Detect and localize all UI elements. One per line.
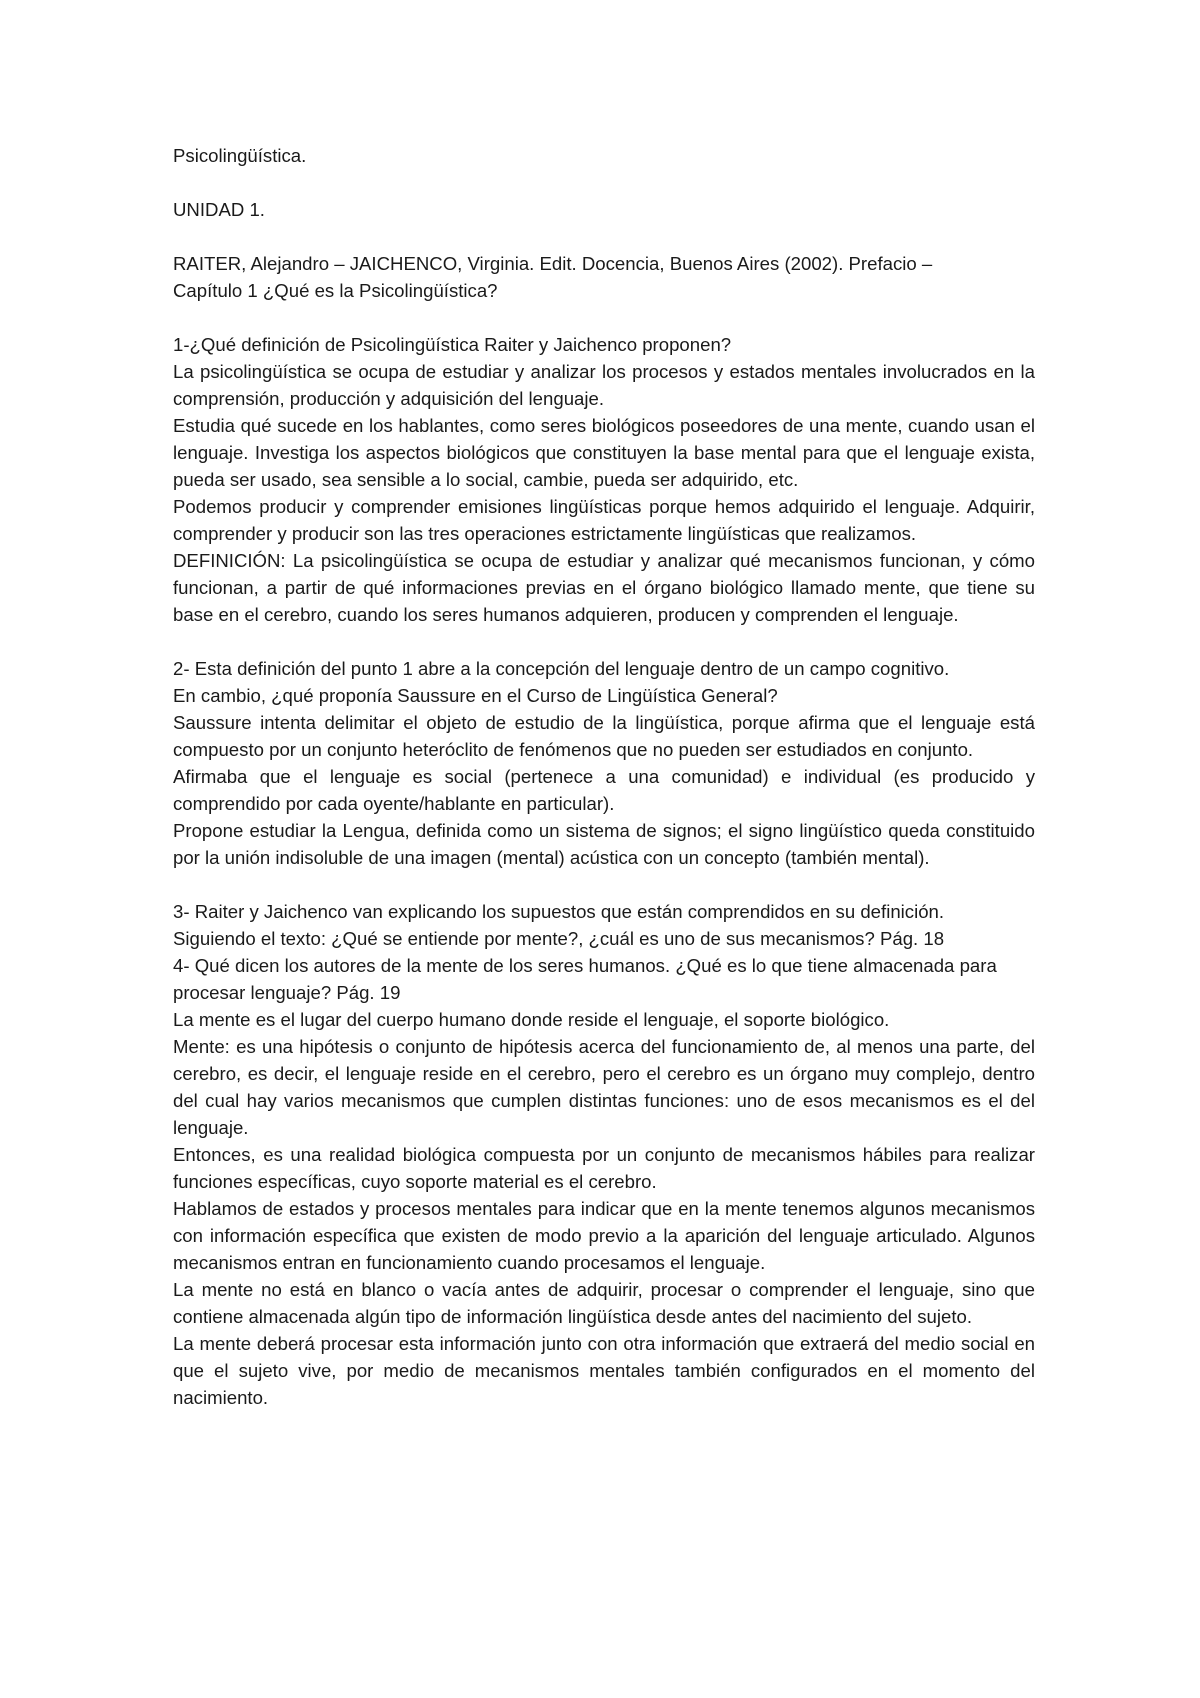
document-page — [173, 142, 1035, 1411]
reference-line-1: RAITER, Alejandro – JAICHENCO, Virginia. Edit. Docencia, Buenos Aires (2002). Prefacio – — [173, 253, 933, 274]
answer-4-paragraph-5: La mente no está en blanco o vacía antes de adquirir, procesar o comprender el lenguaje, sino que contiene almacenada algún tipo de información lingüística desde antes del nacimiento del sujeto. — [173, 1279, 1035, 1327]
question-2-line-2: En cambio, ¿qué proponía Saussure en el Curso de Lingüística General? — [173, 685, 778, 706]
answer-1-definition: DEFINICIÓN: La psicolingüística se ocupa de estudiar y analizar qué mecanismos funcionan, y cómo funcionan, a partir de qué informaciones previas en el órgano biológico llamado mente, que tiene su base en el cerebro, cuando los seres humanos adquieren, producen y comprenden el lenguaje. — [173, 550, 1035, 625]
answer-1-paragraph-2: Estudia qué sucede en los hablantes, como seres biológicos poseedores de una mente, cuando usan el lenguaje. Investiga los aspectos biológicos que constituyen la base mental para que el lenguaje exista, pueda ser usado, sea sensible a lo social, cambie, pueda ser adquirido, etc. — [173, 415, 1035, 490]
unit-heading: UNIDAD 1. — [173, 199, 265, 220]
spacer — [173, 304, 1035, 331]
answer-1-paragraph-3: Podemos producir y comprender emisiones lingüísticas porque hemos adquirido el lenguaje. Adquirir, comprender y producir son las tres operaciones estrictamente lingüísticas que realizamos. — [173, 496, 1035, 544]
spacer — [173, 223, 1035, 250]
spacer — [173, 871, 1035, 898]
document-title: Psicolingüística. — [173, 145, 307, 166]
answer-2-paragraph-1: Saussure intenta delimitar el objeto de estudio de la lingüística, porque afirma que el lenguaje está compuesto por un conjunto heteróclito de fenómenos que no pueden ser estudiados en conjunto. — [173, 712, 1035, 760]
question-3-line-2: Siguiendo el texto: ¿Qué se entiende por mente?, ¿cuál es uno de sus mecanismos? Pág. 18 — [173, 928, 945, 949]
spacer — [173, 628, 1035, 655]
answer-4-paragraph-2: Mente: es una hipótesis o conjunto de hipótesis acerca del funcionamiento de, al menos una parte, del cerebro, es decir, el lenguaje reside en el cerebro, pero el cerebro es un órgano muy complejo, dentro del cual hay varios mecanismos que cumplen distintas funciones: uno de esos mecanismos es el del lenguaje. — [173, 1036, 1035, 1138]
answer-4-paragraph-6: La mente deberá procesar esta información junto con otra información que extraerá del medio social en que el sujeto vive, por medio de mecanismos mentales también configurados en el momento del nacimiento. — [173, 1333, 1035, 1408]
spacer — [173, 169, 1035, 196]
answer-2-paragraph-2: Afirmaba que el lenguaje es social (pertenece a una comunidad) e individual (es producido y comprendido por cada oyente/hablante en particular). — [173, 766, 1035, 814]
answer-1-paragraph-1: La psicolingüística se ocupa de estudiar y analizar los procesos y estados mentales involucrados en la comprensión, producción y adquisición del lenguaje. — [173, 361, 1035, 409]
answer-4-paragraph-3: Entonces, es una realidad biológica compuesta por un conjunto de mecanismos hábiles para realizar funciones específicas, cuyo soporte material es el cerebro. — [173, 1144, 1035, 1192]
question-3-line-1: 3- Raiter y Jaichenco van explicando los supuestos que están comprendidos en su definición. — [173, 901, 945, 922]
question-4: 4- Qué dicen los autores de la mente de los seres humanos. ¿Qué es lo que tiene almacenada para procesar lenguaje? Pág. 19 — [173, 955, 997, 1003]
answer-4-paragraph-1: La mente es el lugar del cuerpo humano donde reside el lenguaje, el soporte biológico. — [173, 1009, 890, 1030]
question-1: 1-¿Qué definición de Psicolingüística Raiter y Jaichenco proponen? — [173, 334, 732, 355]
reference-line-2: Capítulo 1 ¿Qué es la Psicolingüística? — [173, 280, 498, 301]
answer-2-paragraph-3: Propone estudiar la Lengua, definida como un sistema de signos; el signo lingüístico queda constituido por la unión indisoluble de una imagen (mental) acústica con un concepto (también mental). — [173, 820, 1035, 868]
answer-4-paragraph-4: Hablamos de estados y procesos mentales para indicar que en la mente tenemos algunos mecanismos con información específica que existen de modo previo a la aparición del lenguaje articulado. Algunos mecanismos entran en funcionamiento cuando procesamos el lenguaje. — [173, 1198, 1035, 1273]
question-2-line-1: 2- Esta definición del punto 1 abre a la concepción del lenguaje dentro de un campo cognitivo. — [173, 658, 950, 679]
